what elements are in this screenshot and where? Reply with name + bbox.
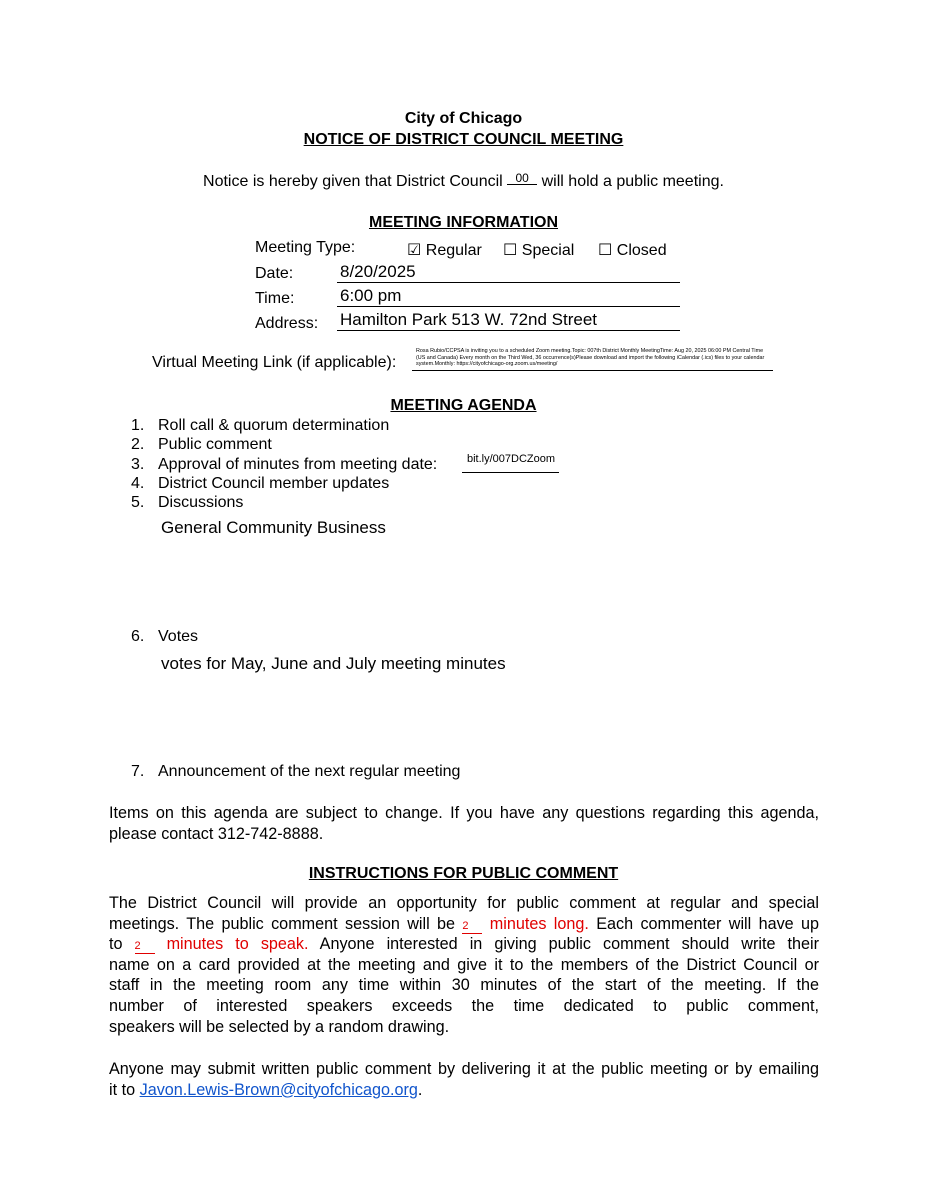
checked-box-icon[interactable]: ☑ bbox=[407, 242, 422, 259]
public-comment-paragraph bbox=[109, 893, 819, 1037]
disclaimer-line: please contact 312-742-8888. bbox=[109, 824, 324, 843]
paragraph-text: . bbox=[417, 1080, 423, 1099]
time-label: Time: bbox=[255, 290, 295, 307]
date-field[interactable]: 8/20/2025 bbox=[337, 262, 680, 283]
session-minutes-field[interactable]: 2 bbox=[462, 919, 482, 934]
notice-sentence bbox=[0, 173, 927, 191]
agenda-disclaimer bbox=[109, 803, 819, 844]
regular-label: Regular bbox=[425, 242, 482, 259]
speaker-minutes-suffix: minutes to speak. bbox=[166, 935, 309, 954]
paragraph-line: number of interested speakers exceeds the time dedicated to public comment, bbox=[109, 996, 819, 1015]
email-link[interactable]: Javon.Lewis-Brown@cityofchicago.org bbox=[139, 1080, 418, 1099]
agenda-item-number: 3. bbox=[131, 456, 145, 473]
agenda-item-number: 1. bbox=[131, 417, 145, 434]
paragraph-text: it to bbox=[109, 1080, 136, 1099]
date-label: Date: bbox=[255, 265, 294, 282]
virtual-link-label: Virtual Meeting Link (if applicable): bbox=[152, 354, 397, 371]
agenda-item-text: Approval of minutes from meeting date: bbox=[158, 456, 438, 473]
notice-title: NOTICE OF DISTRICT COUNCIL MEETING bbox=[303, 131, 624, 148]
meeting-type-special[interactable] bbox=[503, 240, 574, 260]
paragraph-line bbox=[109, 914, 819, 935]
disclaimer-line: Items on this agenda are subject to change. If you have any questions regarding this agenda, bbox=[109, 804, 819, 822]
public-comment-heading: INSTRUCTIONS FOR PUBLIC COMMENT bbox=[308, 865, 619, 882]
paragraph-line: name on a card provided at the meeting and give it to the members of the District Council or bbox=[109, 955, 819, 974]
paragraph-line: speakers will be selected by a random drawing. bbox=[109, 1017, 450, 1036]
unchecked-box-icon[interactable]: ☐ bbox=[503, 242, 518, 259]
paragraph-line: The District Council will provide an opportunity for public comment at regular and special bbox=[109, 894, 819, 912]
notice-prefix: Notice is hereby given that District Council bbox=[203, 173, 503, 190]
paragraph-line: Anyone may submit written public comment by delivering it at the public meeting or by emailing bbox=[109, 1060, 819, 1078]
agenda-item-text: Roll call & quorum determination bbox=[158, 417, 390, 434]
paragraph-line: staff in the meeting room any time within 30 minutes of the start of the meeting. If the bbox=[109, 976, 819, 995]
agenda-item-text: District Council member updates bbox=[158, 475, 390, 492]
discussions-field[interactable]: General Community Business bbox=[161, 518, 386, 537]
agenda-item-text: Announcement of the next regular meeting bbox=[158, 763, 461, 780]
agenda-item-text: Public comment bbox=[158, 436, 272, 453]
speaker-minutes-field[interactable]: 2 bbox=[135, 939, 155, 954]
agenda-item-number: 6. bbox=[131, 628, 145, 645]
district-number-field[interactable]: 00 bbox=[507, 172, 537, 185]
agenda-item-number: 5. bbox=[131, 494, 145, 511]
time-field[interactable]: 6:00 pm bbox=[337, 286, 680, 307]
meeting-type-regular[interactable] bbox=[407, 240, 482, 260]
city-name: City of Chicago bbox=[404, 110, 523, 127]
paragraph-text: to bbox=[109, 935, 123, 954]
closed-label: Closed bbox=[616, 242, 667, 259]
agenda-item-text: Discussions bbox=[158, 494, 244, 511]
address-field[interactable]: Hamilton Park 513 W. 72nd Street bbox=[337, 310, 680, 331]
meeting-info-heading: MEETING INFORMATION bbox=[368, 214, 559, 231]
meeting-type-label: Meeting Type: bbox=[255, 239, 356, 256]
special-label: Special bbox=[521, 242, 575, 259]
written-comment-paragraph bbox=[109, 1059, 819, 1100]
notice-suffix: will hold a public meeting. bbox=[541, 173, 724, 190]
agenda-item bbox=[131, 417, 144, 435]
agenda-item-number: 2. bbox=[131, 436, 145, 453]
agenda-item-number: 4. bbox=[131, 475, 145, 492]
paragraph-line bbox=[109, 1080, 819, 1101]
paragraph-text: meetings. The public comment session will be bbox=[109, 914, 456, 933]
paragraph-line bbox=[109, 934, 819, 955]
agenda-item-number: 7. bbox=[131, 763, 145, 780]
votes-field[interactable]: votes for May, June and July meeting minutes bbox=[161, 654, 506, 673]
agenda-heading: MEETING AGENDA bbox=[390, 397, 537, 414]
paragraph-text: Each commenter will have up bbox=[596, 914, 820, 933]
unchecked-box-icon[interactable]: ☐ bbox=[598, 242, 613, 259]
session-minutes-suffix: minutes long. bbox=[489, 914, 589, 933]
virtual-link-field[interactable]: Rosa Rubio/CCPSA is inviting you to a scheduled Zoom meeting.Topic: 007th District Monthly MeetingTime: Aug 20, 2025 06:00 PM Central Time (US and Canada) Every month on the Third Wed, 36 occurrence(s)Please download and import the following iCalendar (.ics) files to your calendar system.Monthly: https://cityofchicago-org.zoom.us/meeting/ bbox=[412, 348, 773, 371]
minutes-date-field[interactable]: bit.ly/007DCZoom bbox=[462, 453, 559, 473]
paragraph-text: Anyone interested in giving public comment should write their bbox=[319, 935, 819, 954]
meeting-type-closed[interactable] bbox=[598, 240, 667, 260]
agenda-item-text: Votes bbox=[158, 628, 199, 645]
address-label: Address: bbox=[255, 315, 319, 332]
